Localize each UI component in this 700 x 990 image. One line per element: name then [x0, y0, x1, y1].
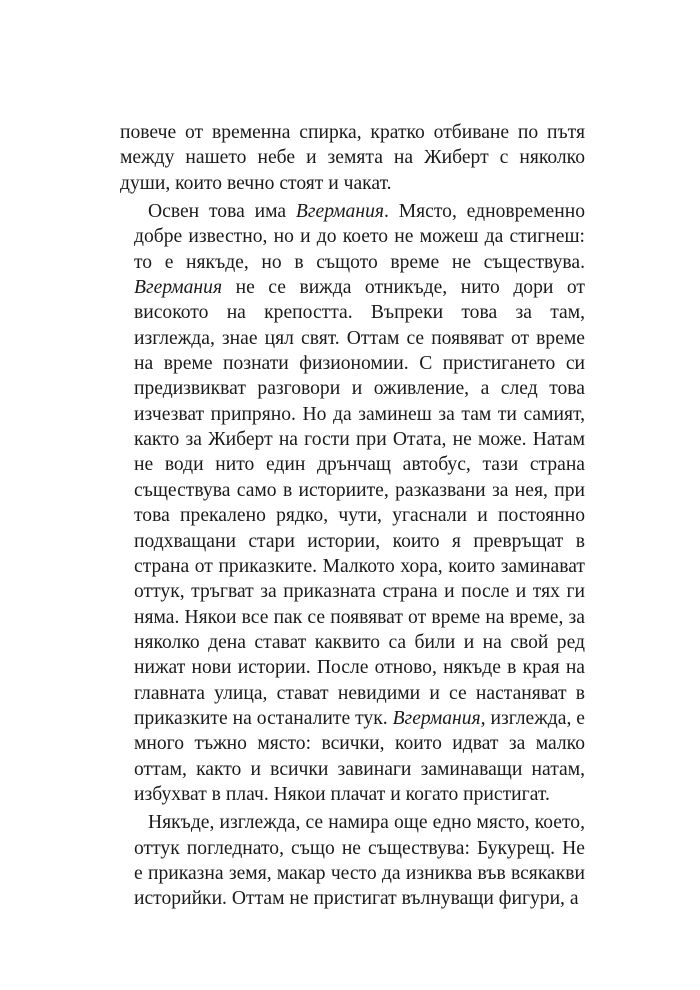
text-run: нижат нови истории. После отново, някъде в края на — [134, 657, 585, 679]
text-run: историйки. Оттам не пристигат вълнуващи фигури, а — [134, 888, 579, 910]
text-run: не води нито един дрънчащ автобус, тази страна — [134, 454, 585, 476]
text-run: това прекалено рядко, чути, угаснали и постоянно — [134, 505, 585, 527]
text-line — [120, 250, 585, 275]
text-line — [120, 655, 585, 680]
text-run: няколко дена стават каквито са били и на свой ред — [134, 631, 585, 653]
text-line — [120, 681, 585, 706]
text-run: Някъде, изглежда, се намира още едно място, което, — [148, 812, 585, 834]
text-run: не се вижда отникъде, нито дори от — [222, 277, 585, 299]
text-run: както за Жиберт на гости при Отата, не може. Натам — [134, 429, 585, 451]
text-run: повече от временна спирка, кратко отбиване по пътя — [120, 122, 585, 143]
text-line — [120, 402, 585, 427]
text-run: души, които вечно стоят и чакат. — [120, 172, 392, 194]
page-body-text — [120, 120, 585, 912]
text-run: то е някъде, но в същото време не съществува. — [134, 251, 585, 273]
text-line — [120, 351, 585, 376]
text-line — [120, 427, 585, 452]
text-run: оттук погледнато, също не съществува: Букурещ. Не — [134, 837, 585, 859]
text-line — [120, 731, 585, 756]
text-line — [120, 630, 585, 655]
text-line — [120, 529, 585, 554]
text-run: страна от приказките. Малкото хора, които заминават — [134, 555, 585, 577]
text-line — [120, 171, 585, 196]
text-line — [120, 145, 585, 170]
text-run: Освен това има — [148, 201, 296, 223]
text-run: е приказна земя, макар често да изниква във всякакви — [134, 862, 585, 884]
text-line — [120, 605, 585, 630]
text-line — [120, 810, 585, 835]
text-line — [120, 326, 585, 351]
paragraph — [120, 199, 585, 807]
text-run: оттам, както и всички завинаги заминаващи натам, — [134, 758, 585, 780]
text-line — [120, 376, 585, 401]
text-run: няма. Някои все пак се появяват от време на време, за — [134, 606, 585, 628]
text-run: изчезват припряно. Но да заминеш за там ти самият, — [134, 403, 585, 425]
text-run: подхващани стари истории, които я превръщат в — [134, 530, 585, 552]
text-run: избухват в плач. Някои плачат и когато пристигат. — [134, 783, 550, 805]
text-run: високото на крепостта. Въпреки това за там, — [134, 302, 585, 324]
text-line — [120, 224, 585, 249]
text-line — [120, 120, 585, 145]
paragraph — [120, 120, 585, 196]
text-line — [120, 836, 585, 861]
text-run: много тъжно място: всички, които идват за малко — [134, 733, 585, 755]
text-run: на време познати физиономии. С пристигането си — [134, 353, 585, 375]
italic-text: Вгермания — [295, 201, 384, 223]
text-line — [120, 706, 585, 731]
text-line — [120, 579, 585, 604]
text-run: съществува само в историите, разказвани за нея, при — [134, 479, 585, 501]
text-line — [120, 478, 585, 503]
text-run: . Място, едновременно — [383, 201, 585, 223]
text-line — [120, 452, 585, 477]
text-run: между нашето небе и земята на Жиберт с няколко — [120, 147, 585, 169]
text-line — [120, 782, 585, 807]
text-line — [120, 757, 585, 782]
text-run: изглежда, е — [485, 707, 585, 729]
text-run: изглежда, знае цял свят. Оттам се появяват от време — [134, 327, 585, 349]
text-line — [120, 199, 585, 224]
italic-text: Вгермания, — [392, 707, 486, 729]
text-run: предизвикват разговори и оживление, а след това — [134, 378, 585, 400]
text-line — [120, 503, 585, 528]
text-run: главната улица, стават невидими и се настаняват в — [134, 682, 585, 704]
text-line — [120, 886, 585, 911]
paragraph — [120, 810, 585, 911]
text-line — [120, 861, 585, 886]
italic-text: Вгермания — [134, 277, 223, 299]
text-line — [120, 554, 585, 579]
text-run: оттук, тръгват за приказната страна и после и тях ги — [134, 581, 585, 603]
text-line — [120, 275, 585, 300]
text-run: приказките на останалите тук. — [134, 707, 393, 729]
text-line — [120, 300, 585, 325]
text-run: добре известно, но и до което не можеш да стигнеш: — [134, 226, 585, 248]
